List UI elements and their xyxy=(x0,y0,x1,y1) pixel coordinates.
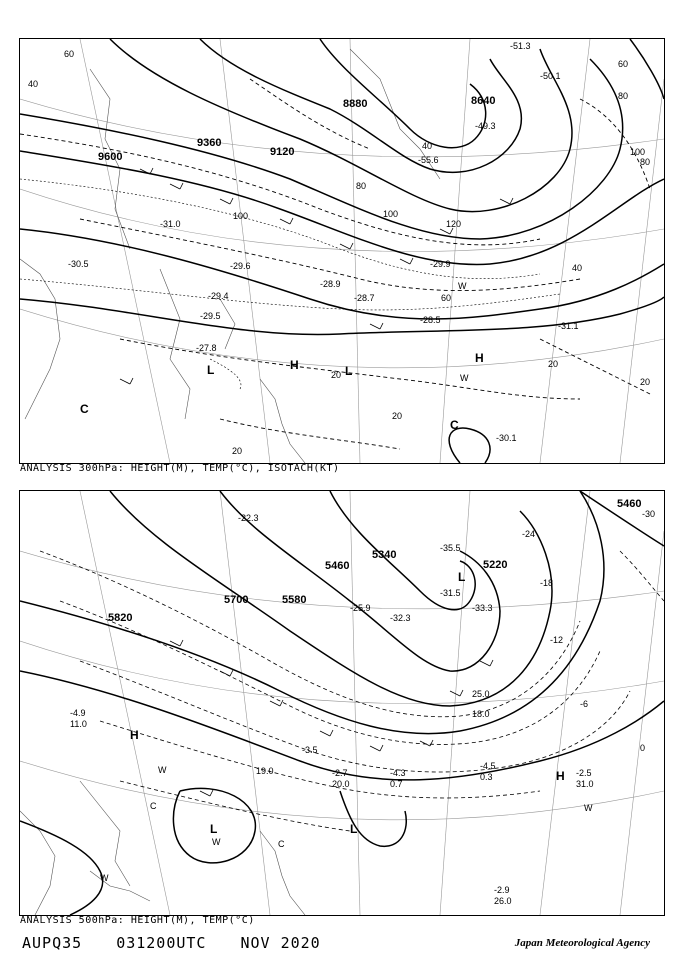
temp-label: -28.9 xyxy=(320,279,341,289)
isotherm-contours-500 xyxy=(40,551,664,831)
temp-label: -29.4 xyxy=(208,291,229,301)
isotach-label: 20 xyxy=(392,411,403,421)
temp-label: -2.9 xyxy=(494,885,510,895)
temp-label: -32.3 xyxy=(390,613,411,623)
isotach-label: 80 xyxy=(640,157,651,167)
dewpoint-label: 0.3 xyxy=(480,772,493,782)
temp-label: -31.1 xyxy=(558,321,579,331)
map-500hpa xyxy=(20,491,664,915)
height-label-8640: 8640 xyxy=(471,95,496,107)
isotach-contours-300 xyxy=(20,79,650,449)
low-center: L xyxy=(458,570,466,584)
dewpoint-label: 20.0 xyxy=(332,779,350,789)
temp-label: -30.5 xyxy=(68,259,89,269)
isotach-label: 120 xyxy=(446,219,462,229)
temp-label: -33.3 xyxy=(472,603,493,613)
temp-label: -2.5 xyxy=(576,768,592,778)
temp-label: -22.3 xyxy=(238,513,259,523)
dewpoint-label: 11.0 xyxy=(70,719,87,729)
dewpoint-label: 31.0 xyxy=(576,779,594,789)
footer-chart-id xyxy=(22,934,355,952)
temp-label: -4.5 xyxy=(480,761,496,771)
isotach-label: 40 xyxy=(422,141,433,151)
isotach-label: 20 xyxy=(640,377,651,387)
temp-label: -31.5 xyxy=(440,588,461,598)
temp-label: -29.5 xyxy=(200,311,221,321)
isotherm-label: -6 xyxy=(580,699,589,709)
high-center: H xyxy=(130,728,139,742)
caption-500hpa: ANALYSIS 500hPa: HEIGHT(M), TEMP(°C) xyxy=(20,915,255,926)
wind-barbs-300 xyxy=(120,168,513,384)
height-label-5340: 5340 xyxy=(372,549,397,561)
isotach-label: 100 xyxy=(383,209,399,219)
isotherm-label: 0 xyxy=(640,743,646,753)
temp-label: -28.7 xyxy=(354,293,375,303)
temp-label: -3.5 xyxy=(302,745,318,755)
warm-center: W xyxy=(458,281,467,291)
chart-panel-300hpa xyxy=(19,38,665,464)
low-center: L xyxy=(350,822,358,836)
isotach-label: 20 xyxy=(232,446,243,456)
isotach-label: 100 xyxy=(630,147,646,157)
temp-label: -27.8 xyxy=(196,343,217,353)
isotach-label: 60 xyxy=(618,59,629,69)
isotherm-label: -12 xyxy=(550,635,564,645)
isotherm-label: -18 xyxy=(540,578,554,588)
chart-panel-500hpa xyxy=(19,490,665,916)
cold-center: C xyxy=(278,839,285,849)
isotach-label: 20 xyxy=(331,370,342,380)
grid-300 xyxy=(20,39,664,463)
warm-center: W xyxy=(158,765,167,775)
map-300hpa xyxy=(20,39,664,463)
temp-label: -30.1 xyxy=(496,433,517,443)
height-label-9600: 9600 xyxy=(98,151,123,163)
temp-label: -35.5 xyxy=(440,543,461,553)
height-label-5700: 5700 xyxy=(224,594,249,606)
isotach-label: 80 xyxy=(356,181,367,191)
height-label-9120: 9120 xyxy=(270,146,295,158)
height-label-5820: 5820 xyxy=(108,612,133,624)
height-label-5460b: 5460 xyxy=(617,498,642,510)
isotherm-label: -24 xyxy=(522,529,536,539)
temp-label: -2.7 xyxy=(332,768,348,778)
dewpoint-label: 18.0 xyxy=(472,709,490,719)
height-contours-300 xyxy=(20,39,664,463)
warm-center: W xyxy=(100,873,109,883)
height-label-5220: 5220 xyxy=(483,559,508,571)
height-label-8880: 8880 xyxy=(343,98,368,110)
temp-label: -55.6 xyxy=(418,155,439,165)
high-center: H xyxy=(475,351,484,365)
temp-label: -25.9 xyxy=(350,603,371,613)
cold-center: C xyxy=(450,418,459,432)
warm-center: W xyxy=(584,803,593,813)
height-label-9360: 9360 xyxy=(197,137,222,149)
temp-label: -4.9 xyxy=(70,708,86,718)
temp-label: -50.1 xyxy=(540,71,561,81)
isotach-label: 20 xyxy=(548,359,559,369)
low-center: L xyxy=(210,822,218,836)
temp-label: -4.3 xyxy=(390,768,406,778)
isotach-label: 80 xyxy=(618,91,629,101)
high-center: H xyxy=(556,769,565,783)
dewpoint-label: 26.0 xyxy=(494,896,512,906)
height-label-5580: 5580 xyxy=(282,594,307,606)
agency-name: Japan Meteorological Agency xyxy=(514,937,650,949)
temp-label: -28.5 xyxy=(420,315,441,325)
isotach-label: 40 xyxy=(28,79,39,89)
temp-label: -51.3 xyxy=(510,41,531,51)
month-year: NOV 2020 xyxy=(240,934,321,952)
temp-label: -49.3 xyxy=(475,121,496,131)
temp-label: -29.9 xyxy=(430,259,451,269)
caption-300hpa: ANALYSIS 300hPa: HEIGHT(M), TEMP(°C), ISOTACH(KT) xyxy=(20,463,340,474)
dewpoint-label: 25.0 xyxy=(472,689,490,699)
warm-center: W xyxy=(212,837,221,847)
cold-center: C xyxy=(80,402,89,416)
chart-code: AUPQ35 xyxy=(22,934,83,952)
valid-time: 031200UTC xyxy=(116,934,207,952)
height-label-5460: 5460 xyxy=(325,560,350,572)
isotach-label: 40 xyxy=(572,263,583,273)
isotach-label: 60 xyxy=(64,49,75,59)
isotach-label: 60 xyxy=(441,293,452,303)
isotherm-label: -30 xyxy=(642,509,656,519)
dewpoint-label: 0.7 xyxy=(390,779,403,789)
warm-center: W xyxy=(460,373,469,383)
high-center: H xyxy=(290,358,299,372)
isotach-label: 100 xyxy=(233,211,249,221)
cold-center: C xyxy=(150,801,157,811)
dewpoint-label: 19.0 xyxy=(256,766,274,776)
low-center: L xyxy=(345,364,353,378)
temp-label: -31.0 xyxy=(160,219,181,229)
temp-label: -29.6 xyxy=(230,261,251,271)
low-center: L xyxy=(207,363,215,377)
